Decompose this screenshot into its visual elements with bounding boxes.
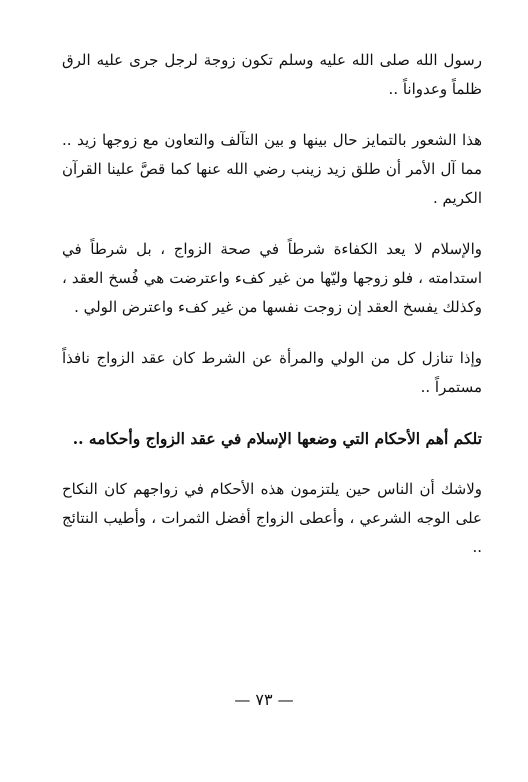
paragraph-6: ولاشك أن الناس حين يلتزمون هذه الأحكام في زواجهم كان النكاح على الوجه الشرعي ، وأعطى الزواج أفضل الثمرات ، وأطيب النتائج .. [62, 480, 482, 556]
paragraph-5-bold: تلكم أهم الأحكام التي وضعها الإسلام في عقد الزواج وأحكامه .. [72, 429, 482, 448]
page-number: — ٧٣ — [234, 690, 294, 709]
paragraph-3: والإسلام لا يعد الكفاءة شرطاً في صحة الزواج ، بل شرطاً في استدامته ، فلو زوجها وليّها من غير كفء واعترضت هي فُسخ العقد ، وكذلك يفسخ العقد إن زوجت نفسها من غير كفء واعترض الولي . [62, 240, 482, 316]
page-body [62, 46, 482, 562]
paragraph-1: رسول الله صلى الله عليه وسلم تكون زوجة لرجل جرى عليه الرق ظلماً وعدواناً .. [62, 51, 482, 98]
paragraph-4: وإذا تنازل كل من الولي والمرأة عن الشرط كان عقد الزواج نافذاً مستمراً .. [62, 349, 482, 396]
paragraph-2: هذا الشعور بالتمايز حال بينها و بين التآلف والتعاون مع زوجها زيد .. مما آل الأمر أن طلق زيد زينب رضي الله عنها كما قصَّ علينا القرآن الكريم . [62, 131, 482, 207]
